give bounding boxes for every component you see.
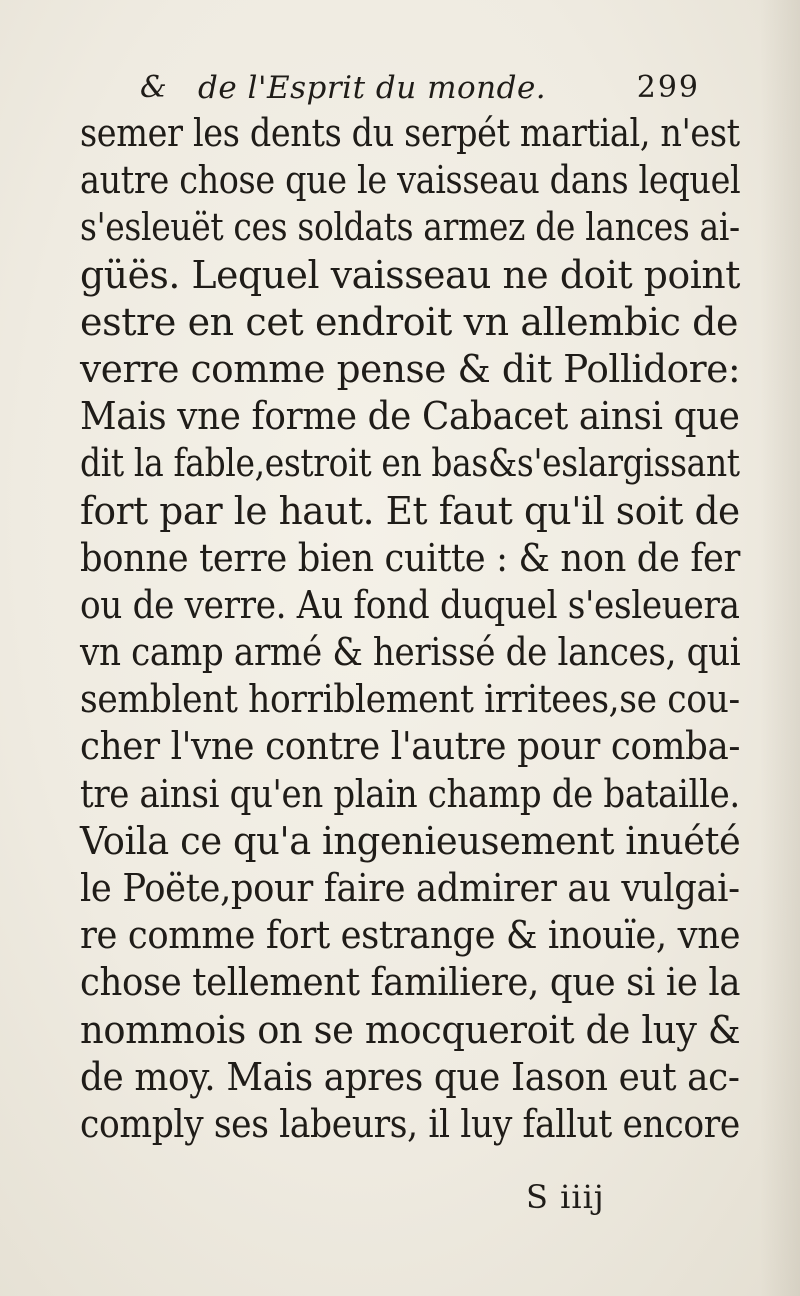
text-line: fort par le haut. Et faut qu'il soit de [80, 488, 740, 533]
text-line: Mais vne forme de Cabacet ainsi que [80, 394, 740, 439]
text-line: vn camp armé & herissé de lances, qui [80, 630, 741, 675]
page-edge-shadow [760, 0, 800, 1296]
text-line: dit la fable,estroit en bas&s'eslargissant [80, 441, 740, 486]
text-line: chose tellement familiere, que si ie la [80, 960, 741, 1005]
text-line: le Poëte,pour faire admirer au vulgai- [80, 866, 740, 910]
text-line: de moy. Mais apres que Iason eut ac- [80, 1054, 740, 1099]
text-line: semer les dents du serpét martial, n'est [80, 111, 740, 155]
signature-mark: S iiij [526, 1178, 605, 1216]
header-ornament: & [140, 70, 167, 105]
text-line: verre comme pense & dit Pollidore: [80, 346, 741, 391]
header-title: de l'Esprit du monde. [198, 70, 547, 106]
text-line: güës. Lequel vaisseau ne doit point [80, 252, 741, 297]
text-line: re comme fort estrange & inouïe, vne [80, 913, 741, 958]
text-line: nommois on se mocqueroit de luy & [80, 1007, 741, 1052]
text-line: estre en cet endroit vn allembic de [80, 299, 739, 344]
text-line: semblent horriblement irritees,se cou- [80, 677, 740, 722]
text-line: Voila ce qu'a ingenieusement inuété [80, 818, 741, 863]
body-text [80, 110, 740, 1148]
running-header [140, 66, 700, 110]
text-line: autre chose que le vaisseau dans lequel [80, 158, 741, 203]
text-line: bonne terre bien cuitte : & non de fer [80, 535, 741, 580]
text-line: tre ainsi qu'en plain champ de bataille. [80, 771, 740, 816]
text-line: ou de verre. Au fond duquel s'esleuera [80, 582, 740, 627]
text-line: cher l'vne contre l'autre pour comba- [80, 724, 741, 769]
page-number: 299 [636, 70, 700, 105]
text-line: s'esleuët ces soldats armez de lances ai- [80, 205, 740, 250]
text-line: comply ses labeurs, il luy fallut encore [80, 1101, 740, 1146]
